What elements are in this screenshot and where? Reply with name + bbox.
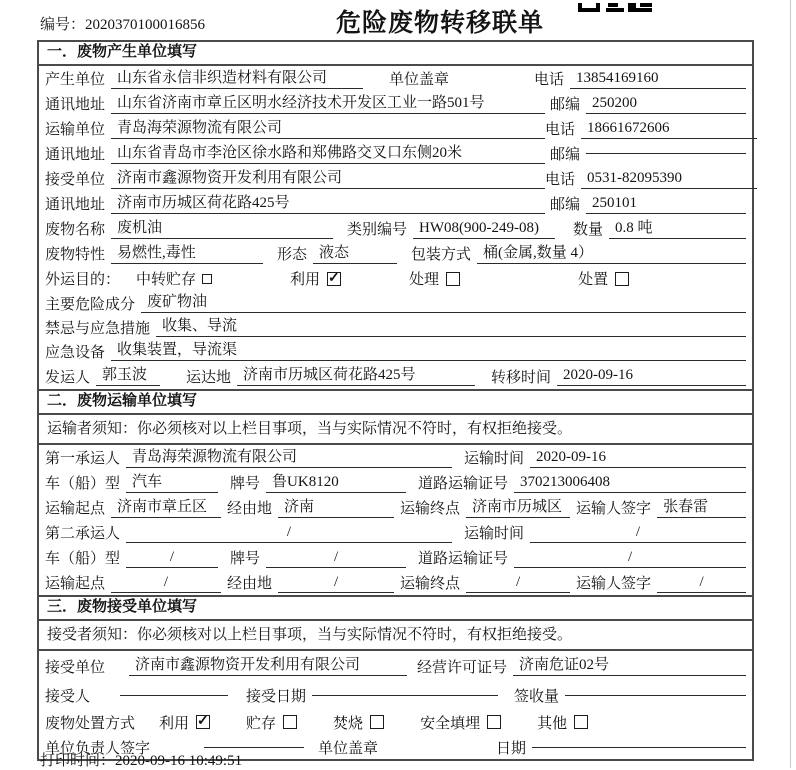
doc-number-value: 2020370100016856: [85, 17, 206, 33]
transport-time2-label: 运输时间: [464, 526, 525, 542]
plate-no-field: 鲁UK8120: [266, 473, 406, 493]
producer-phone-field: 13854169160: [570, 69, 746, 89]
form-row: [39, 445, 752, 470]
disposal-utilize-label: 利用: [159, 715, 190, 732]
receiver-zip-field: 250101: [586, 194, 746, 214]
transport-zip-label: 邮编: [549, 147, 580, 163]
hazard-component-label: 主要危险成分: [45, 296, 136, 313]
form-row: [39, 363, 752, 389]
unit-seal-label: 单位盖章: [318, 740, 379, 757]
accept-date-field: [312, 695, 498, 696]
emergency-equipment-field: 收集装置，导流渠: [111, 341, 746, 361]
destination-field: 济南市历城区荷花路425号: [237, 366, 475, 386]
form-row: [39, 681, 752, 709]
purpose-treat-label: 处理: [409, 272, 440, 288]
waste-category-field: HW08(900-249-08): [413, 219, 555, 239]
form-row: [39, 241, 752, 266]
receiver-zip-label: 邮编: [549, 197, 580, 213]
receiver-address-label: 通讯地址: [45, 197, 106, 213]
section-title-receiver: 三．废物接受单位填写: [39, 597, 752, 621]
accept-unit-field: 济南市鑫源物资开发利用有限公司: [129, 656, 407, 676]
receiver-phone-field: 0531-82095390: [581, 169, 757, 189]
accept-unit-label: 接受单位: [45, 659, 106, 676]
plate-no2-field: /: [266, 548, 406, 568]
carrier-signature-field: 张春雷: [657, 498, 746, 518]
route-end2-label: 运输终点: [400, 576, 461, 592]
transport-time-label: 运输时间: [464, 451, 525, 467]
transport-phone-label: 电话: [545, 122, 576, 138]
form-row: [39, 470, 752, 495]
receiver-address-field: 济南市历城区荷花路425号: [111, 194, 545, 214]
waste-name-label: 废物名称: [45, 222, 106, 238]
purpose-dispose: [578, 268, 629, 289]
form-row: [39, 545, 752, 570]
producer-seal-label: 单位盖章: [389, 72, 450, 88]
route-end-label: 运输终点: [400, 501, 461, 517]
page-edge-line: [790, 0, 791, 768]
purpose-transit-storage: [136, 268, 212, 289]
section-title-transporter: 二．废物运输单位填写: [39, 391, 752, 415]
disposal-other-checkbox: [574, 715, 588, 729]
packing-method-field: 桶(金属,数量 4）: [477, 244, 746, 264]
purpose-utilize: [290, 268, 341, 289]
transport-unit-label: 运输单位: [45, 122, 106, 138]
transport-address-label: 通讯地址: [45, 147, 106, 163]
emergency-equipment-label: 应急设备: [45, 344, 106, 361]
vehicle-type2-label: 车（船）型: [45, 551, 121, 567]
shipper-field: 郭玉波: [96, 366, 160, 386]
destination-label: 运达地: [186, 369, 232, 386]
road-permit-field: 370213006408: [514, 473, 746, 493]
accept-person-field: [120, 695, 228, 696]
route-end-field: 济南市历城区: [466, 498, 570, 518]
print-time-value: 2020-09-16 10:49:51: [115, 753, 243, 769]
purpose-dispose-label: 处置: [578, 272, 609, 288]
purpose-treat-checkbox: [446, 272, 460, 286]
license-no-label: 经营许可证号: [417, 659, 508, 676]
transfer-date-label: 转移时间: [491, 369, 552, 386]
producer-zip-label: 邮编: [549, 97, 580, 113]
waste-quantity-label: 数量: [573, 222, 604, 238]
packing-method-label: 包装方式: [411, 247, 472, 263]
carrier-signature-label: 运输人签字: [576, 501, 652, 517]
disposal-storage: [246, 712, 297, 733]
route-start-field: 济南市章丘区: [111, 498, 221, 518]
road-permit-label: 道路运输证号: [418, 476, 509, 492]
form-row: [39, 216, 752, 241]
print-time-label: 打印时间：: [40, 753, 116, 769]
second-carrier-field: /: [126, 523, 452, 543]
transporter-notice: 运输者须知：你必须核对以上栏目事项，当与实际情况不符时，有权拒绝接受。: [39, 415, 752, 445]
plate-no-label: 牌号: [230, 476, 261, 492]
disposal-utilize-checkbox: [196, 715, 210, 729]
waste-name-field: 废机油: [111, 219, 333, 239]
form-row: [39, 166, 752, 191]
emergency-measures-label: 禁忌与应急措施: [45, 320, 151, 337]
accept-person-label: 接受人: [45, 688, 91, 705]
received-amount-field: [565, 695, 746, 696]
route-via2-label: 经由地: [227, 576, 273, 592]
section-title-producer: 一．废物产生单位填写: [39, 42, 752, 66]
disposal-other-label: 其他: [537, 715, 568, 732]
receiver-unit-field: 济南市鑫源物资开发利用有限公司: [111, 169, 545, 189]
received-amount-label: 签收量: [514, 688, 560, 705]
transfer-date-field: 2020-09-16: [557, 366, 746, 386]
disposal-utilize: [159, 712, 210, 733]
sign-date-field: [532, 747, 746, 748]
producer-address-field: 山东省济南市章丘区明水经济技术开发区工业一路501号: [111, 94, 545, 114]
route-via-label: 经由地: [227, 501, 273, 517]
waste-quantity-field: 0.8 吨: [609, 219, 746, 239]
producer-phone-label: 电话: [533, 72, 564, 88]
transport-time2-field: /: [530, 523, 746, 543]
purpose-treat: [409, 268, 460, 289]
disposal-incinerate-checkbox: [370, 715, 384, 729]
qr-code-fragment-icon: [578, 0, 652, 9]
disposal-incinerate-label: 焚烧: [333, 715, 364, 732]
road-permit2-label: 道路运输证号: [418, 551, 509, 567]
purpose-transit-storage-checkbox: [202, 274, 212, 284]
plate-no2-label: 牌号: [230, 551, 261, 567]
purpose-utilize-checkbox: [327, 272, 341, 286]
form-row: [39, 291, 752, 315]
route-via-field: 济南: [278, 498, 394, 518]
purpose-dispose-checkbox: [615, 272, 629, 286]
producer-unit-label: 产生单位: [45, 72, 106, 88]
transport-phone-field: 18661672606: [581, 119, 757, 139]
form-row: [39, 570, 752, 595]
form-row: [39, 315, 752, 339]
page-title: 危险废物转移联单: [335, 10, 544, 37]
license-no-field: 济南危证02号: [513, 656, 746, 676]
form-row: [39, 91, 752, 116]
receiver-notice: 接受者须知：你必须核对以上栏目事项，当与实际情况不符时，有权拒绝接受。: [39, 621, 752, 651]
transport-time-field: 2020-09-16: [530, 448, 746, 468]
form-row: [39, 520, 752, 545]
carrier-signature2-field: /: [657, 573, 746, 593]
form-row: [39, 339, 752, 363]
producer-zip-field: 250200: [586, 94, 746, 114]
waste-form-field: 液态: [313, 244, 397, 264]
route-via2-field: /: [278, 573, 394, 593]
purpose-utilize-label: 利用: [290, 272, 321, 288]
section-producer: [39, 42, 752, 389]
accept-date-label: 接受日期: [246, 688, 307, 705]
shipper-label: 发运人: [45, 369, 91, 386]
section-receiver: [39, 595, 752, 759]
second-carrier-label: 第二承运人: [45, 526, 121, 542]
vehicle-type-label: 车（船）型: [45, 476, 121, 492]
waste-property-field: 易燃性,毒性: [111, 244, 263, 264]
transport-address-field: 山东省青岛市李沧区徐水路和郑佛路交叉口东侧20米: [111, 144, 545, 164]
route-start-label: 运输起点: [45, 501, 106, 517]
section-transporter: [39, 389, 752, 595]
disposal-other: [537, 712, 588, 733]
vehicle-type-field: 汽车: [126, 473, 218, 493]
waste-form-label: 形态: [277, 247, 308, 263]
print-time: [40, 749, 242, 770]
doc-number-label: 编号：: [40, 17, 86, 33]
route-start2-field: /: [111, 573, 221, 593]
route-end2-field: /: [466, 573, 570, 593]
first-carrier-field: 青岛海荣源物流有限公司: [126, 448, 452, 468]
carrier-signature2-label: 运输人签字: [576, 576, 652, 592]
producer-address-label: 通讯地址: [45, 97, 106, 113]
disposal-incinerate: [333, 712, 384, 733]
form-row: [39, 266, 752, 291]
transport-zip-field: [586, 153, 746, 154]
waste-category-label: 类别编号: [347, 222, 408, 238]
transport-unit-field: 青岛海荣源物流有限公司: [111, 119, 545, 139]
road-permit2-field: /: [514, 548, 746, 568]
transfer-purpose-label: 外运目的：: [45, 272, 121, 288]
form-table: [37, 40, 754, 761]
waste-property-label: 废物特性: [45, 247, 106, 263]
receiver-unit-label: 接受单位: [45, 172, 106, 188]
first-carrier-label: 第一承运人: [45, 451, 121, 467]
disposal-landfill-checkbox: [487, 715, 501, 729]
disposal-method-label: 废物处置方式: [45, 715, 136, 732]
disposal-storage-label: 贮存: [246, 715, 277, 732]
form-row: [39, 66, 752, 91]
purpose-transit-storage-label: 中转贮存: [136, 272, 197, 288]
disposal-storage-checkbox: [283, 715, 297, 729]
form-row: [39, 141, 752, 166]
unit-head-signature-field: [204, 747, 304, 748]
receiver-phone-label: 电话: [545, 172, 576, 188]
form-row: [39, 495, 752, 520]
disposal-landfill-label: 安全填埋: [420, 715, 481, 732]
route-start2-label: 运输起点: [45, 576, 106, 592]
form-row: [39, 651, 752, 681]
form-row: [39, 191, 752, 216]
hazard-component-field: 废矿物油: [141, 293, 746, 313]
disposal-landfill: [420, 712, 501, 733]
form-row: [39, 709, 752, 735]
form-row: [39, 116, 752, 141]
emergency-measures-field: 收集、导流: [156, 317, 746, 337]
unit-head-signature-label: 单位负责人签字: [45, 740, 151, 757]
producer-unit-field: 山东省永信非织造材料有限公司: [111, 69, 363, 89]
sign-date-label: 日期: [496, 740, 527, 757]
vehicle-type2-field: /: [126, 548, 218, 568]
